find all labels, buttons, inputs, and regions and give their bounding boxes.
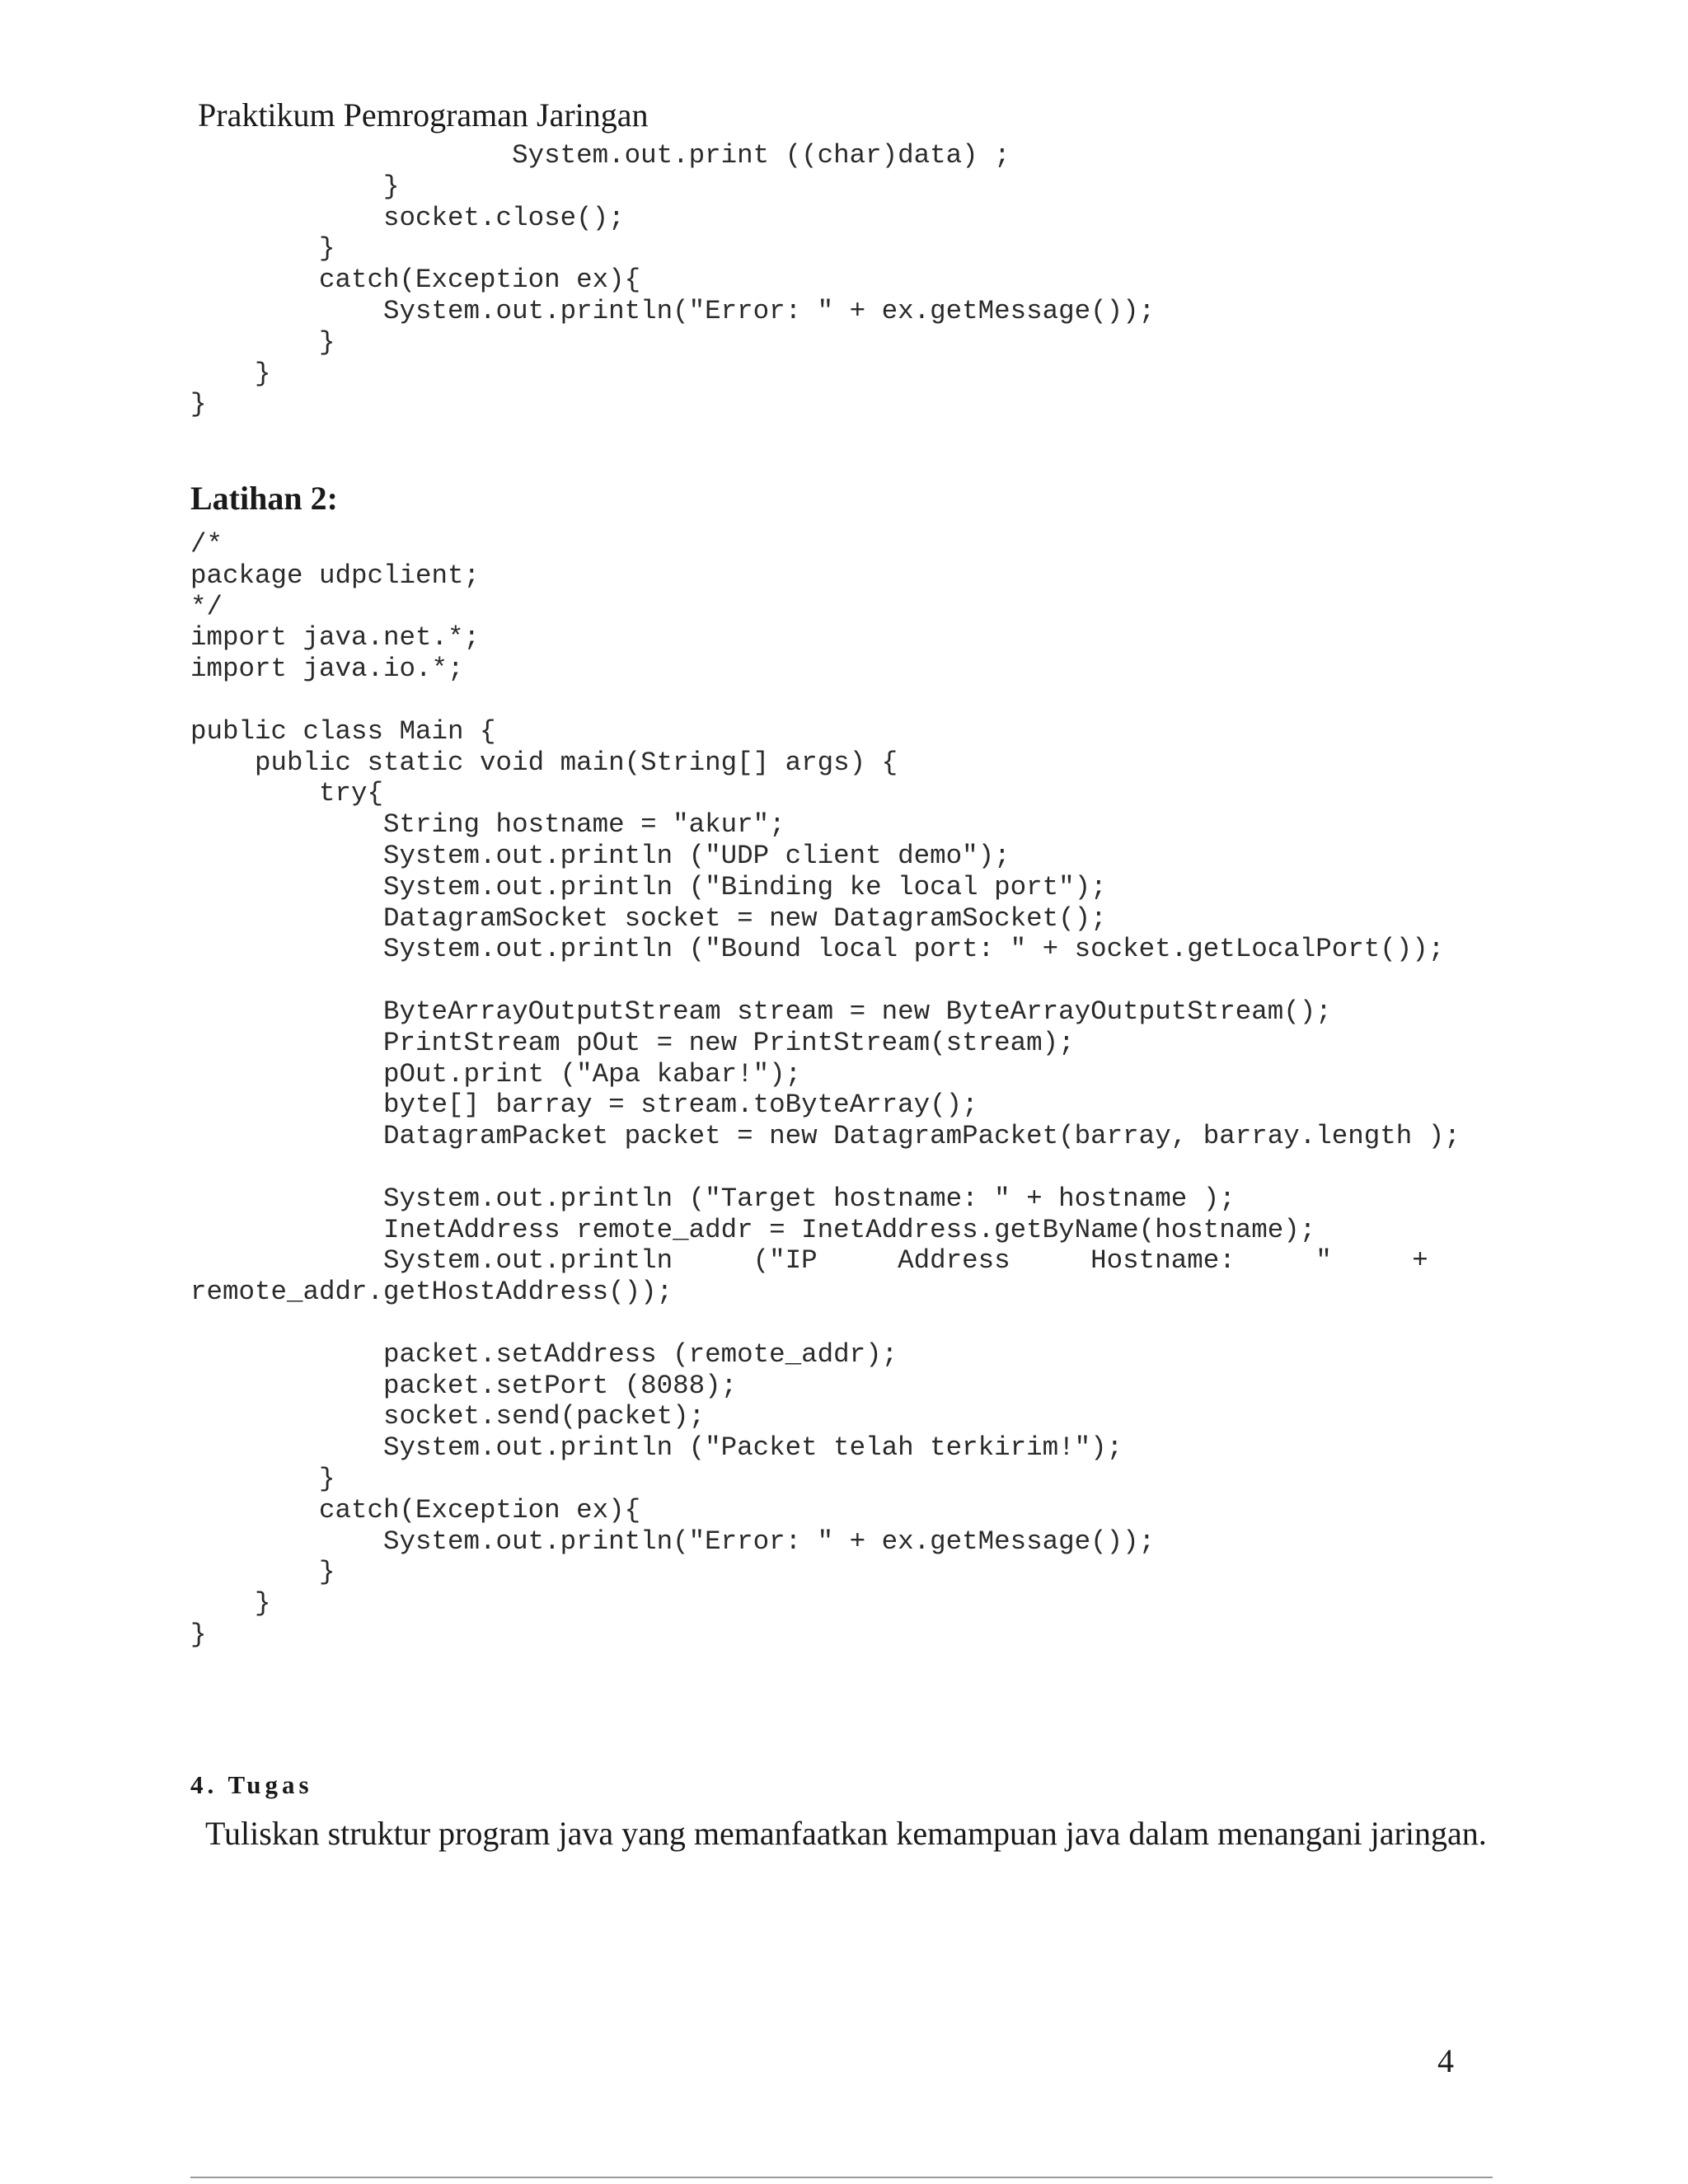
section-heading-latihan-2: Latihan 2: [190, 480, 338, 517]
footer-divider [190, 2177, 1493, 2178]
code-block-continuation: System.out.print ((char)data) ; } socket.close(); } catch(Exception ex){ System.out.println("Error: " + ex.getMessage()); } } } [190, 140, 1156, 420]
page-header-title: Praktikum Pemrograman Jaringan [198, 96, 649, 134]
tugas-instruction-text: Tuliskan struktur program java yang memanfaatkan kemampuan java dalam menangani jaringan. [205, 1815, 1487, 1852]
code-block-udp-client: /* package udpclient; */ import java.net.*; import java.io.*; public class Main { public static void main(String[] args) { try{ String hostname = "akur"; System.out.println ("UDP client demo"); System.out.println ("Binding ke local port"); DatagramSocket socket = new DatagramSocket(); System.out.println ("Bound local port: " + socket.getLocalPort()); ByteArrayOutputStream stream = new ByteArrayOutputStream(); PrintStream pOut = new PrintStream(stream); pOut.print ("Apa kabar!"); byte[] barray = stream.toByteArray(); DatagramPacket packet = new DatagramPacket(barray, barray.length ); System.out.println ("Target hostname: " + hostname ); InetAddress remote_addr = InetAddress.getByName(hostname); System.out.println ("IP Address Hostname: " + remote_addr.getHostAddress()); packet.setAddress (remote_addr); packet.setPort (8088); socket.send(packet); System.out.println ("Packet telah terkirim!"); } catch(Exception ex){ System.out.println("Error: " + ex.getMessage()); } } } [190, 529, 1461, 1650]
section-heading-tugas: 4. Tugas [190, 1770, 313, 1799]
page-number: 4 [1437, 2042, 1454, 2079]
